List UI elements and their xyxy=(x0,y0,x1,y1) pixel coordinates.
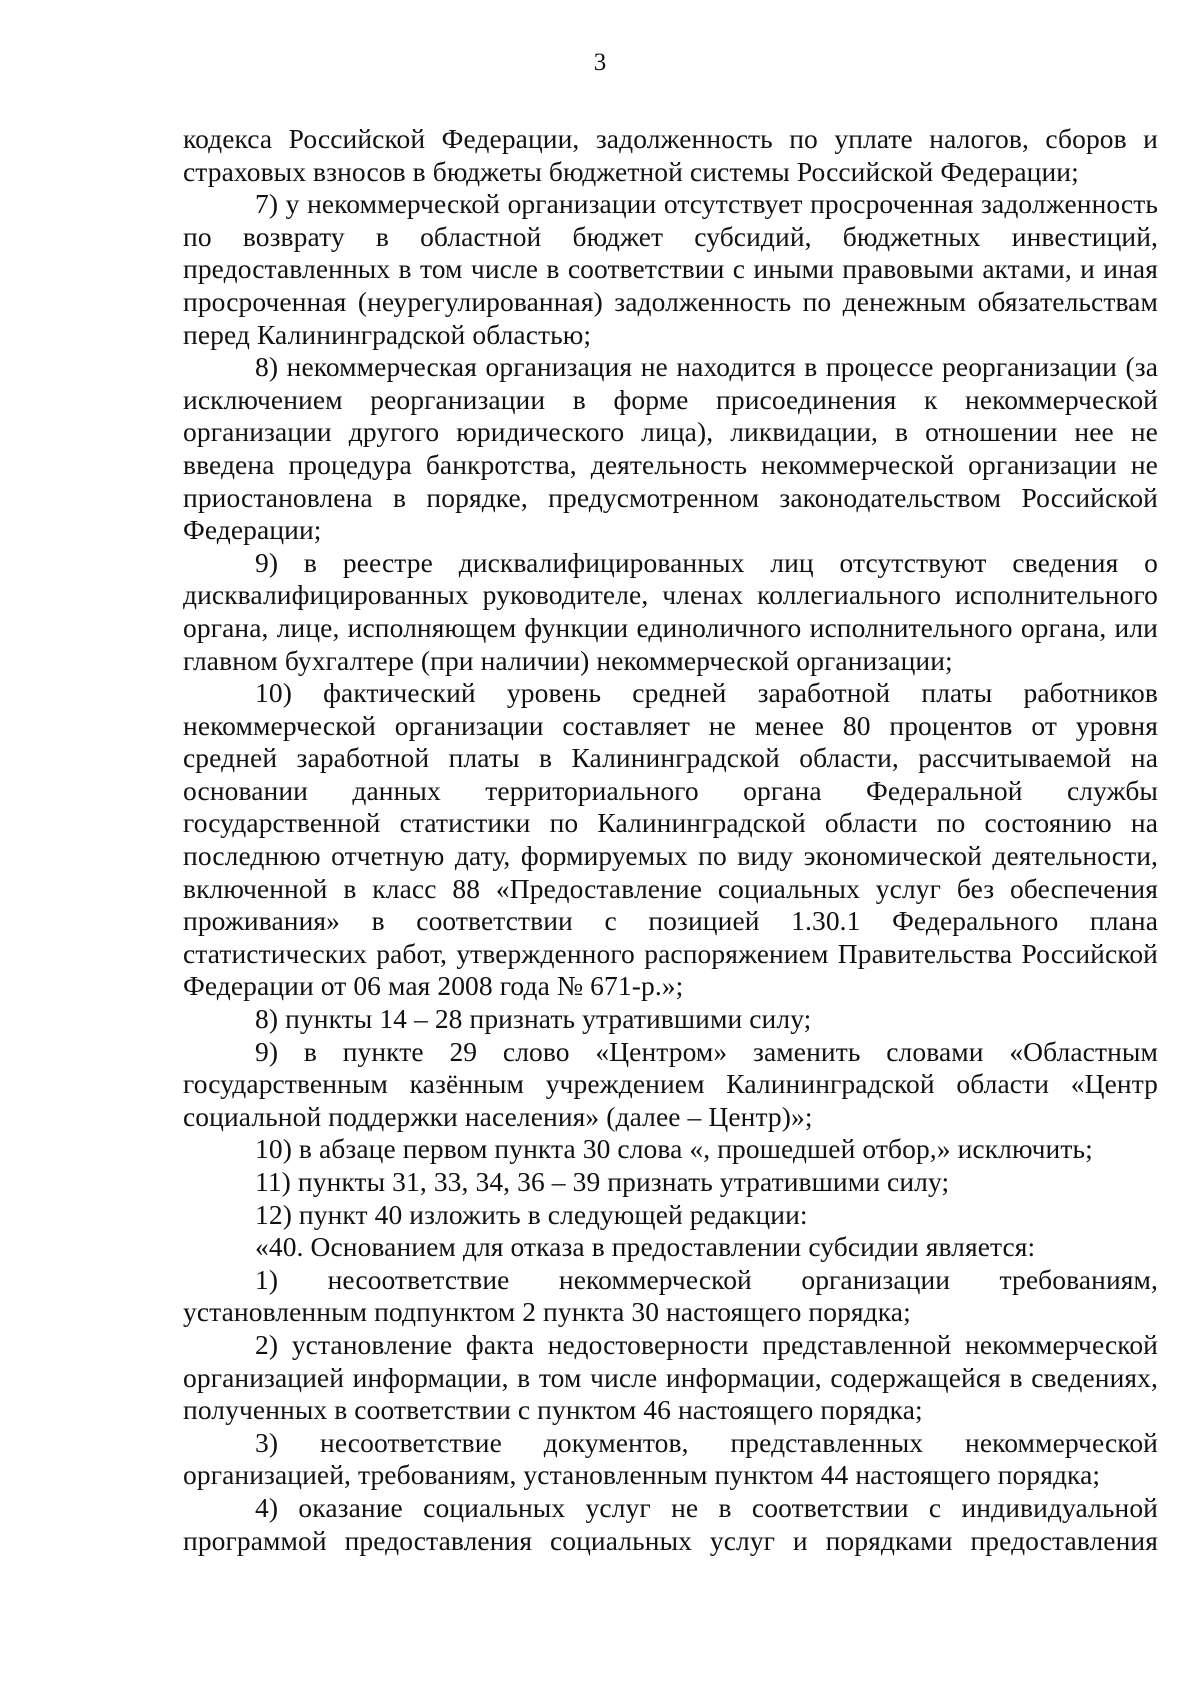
paragraph: 11) пункты 31, 33, 34, 36 – 39 признать утратившими силу; xyxy=(255,1166,950,1197)
paragraph: 2) установление факта недостоверности представленной некоммерческой организацией информации, в том числе информации, содержащейся в сведениях, полученных в соответствии с пунктом 46 настоящего порядка; xyxy=(183,1328,1158,1426)
paragraph-continued: 4) оказание социальных услуг не в соответствии с индивидуальной программой предоставления социальных услуг и порядками предоставления xyxy=(183,1491,1158,1556)
paragraph: «40. Основанием для отказа в предоставлении субсидии является: xyxy=(255,1231,1036,1263)
paragraph: 10) фактический уровень средней заработной платы работников некоммерческой организации составляет не менее 80 процентов от уровня средней заработной платы в Калининградской области, рассчитываемой на основании данных территориального органа Федеральной службы государственной статистики по Калининградской области по состоянию на последнюю отчетную дату, формируемых по виду экономической деятельности, включенной в класс 88 «Предоставление социальных услуг без обеспечения проживания» в соответствии с позицией 1.30.1 Федерального плана статистических работ, утвержденного распоряжением Правительства Российской Федерации от 06 мая 2008 года № 671-р.»; xyxy=(183,677,1158,1002)
page-number: 3 xyxy=(593,49,607,76)
paragraph: кодекса Российской Федерации, задолженность по уплате налогов, сборов и страховых взносов в бюджеты бюджетной системы Российской Федерации; xyxy=(183,123,1158,187)
paragraph: 12) пункт 40 изложить в следующей редакции: xyxy=(255,1198,808,1230)
paragraph: 9) в реестре дисквалифицированных лиц отсутствуют сведения о дисквалифицированных руководителе, членах коллегиального исполнительного органа, лице, исполняющем функции единоличного исполнительного органа, или главном бухгалтере (при наличии) некоммерческой организации; xyxy=(183,546,1158,676)
paragraph: 8) некоммерческая организация не находится в процессе реорганизации (за исключением реорганизации в форме присоединения к некоммерческой организации другого юридического лица), ликвидации, в отношении нее не введена процедура банкротства, деятельность некоммерческой организации не приостановлена в порядке, предусмотренном законодательством Российской Федерации; xyxy=(183,351,1158,546)
paragraph: 10) в абзаце первом пункта 30 слова «, прошедшей отбор,» исключить; xyxy=(255,1133,1093,1165)
document-body xyxy=(183,123,1158,1557)
paragraph: 8) пункты 14 – 28 признать утратившими силу; xyxy=(255,1003,812,1035)
paragraph: 7) у некоммерческой организации отсутствует просроченная задолженность по возврату в областной бюджет субсидий, бюджетных инвестиций, предоставленных в том числе в соответствии с иными правовыми актами, и иная просроченная (неурегулированная) задолженность по денежным обязательствам перед Калининградской областью; xyxy=(183,188,1158,350)
paragraph: 3) несоответствие документов, представленных некоммерческой организацией, требованиям, установленным пунктом 44 настоящего порядка; xyxy=(183,1426,1158,1491)
paragraph: 1) несоответствие некоммерческой организации требованиям, установленным подпунктом 2 пункта 30 настоящего порядка; xyxy=(183,1263,1158,1328)
paragraph: 9) в пункте 29 слово «Центром» заменить словами «Областным государственным казённым учреждением Калининградской области «Центр социальной поддержки населения» (далее – Центр)»; xyxy=(183,1035,1158,1132)
